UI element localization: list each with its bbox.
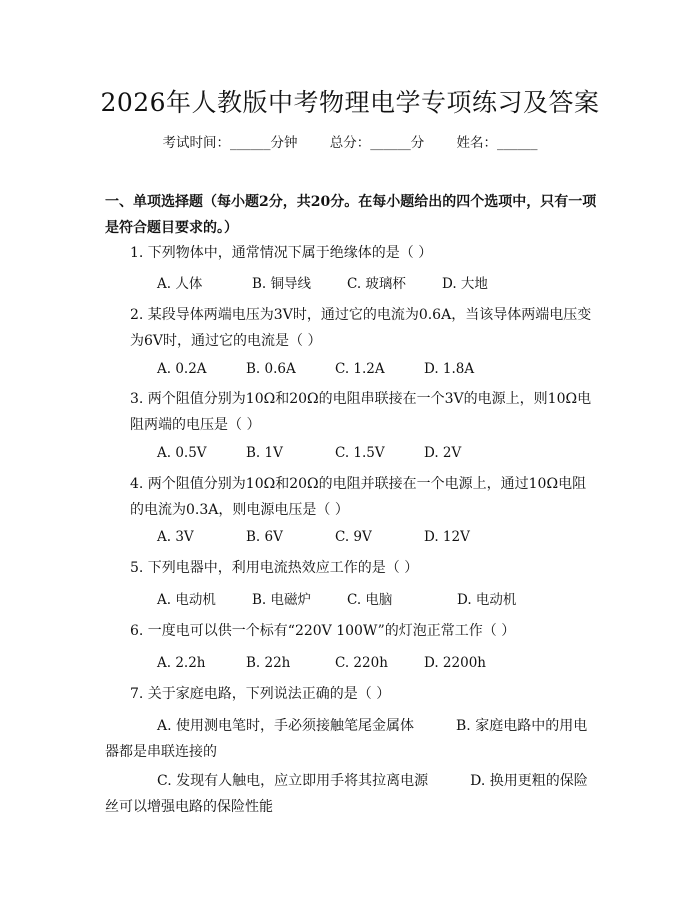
option-c: C. 电脑 [347,592,393,608]
question-6-options [157,652,486,674]
question-5-options [157,589,516,611]
option-d: D. 2200h [424,655,486,671]
question-4-options [157,526,470,548]
option-a: A. 电动机 [157,592,216,608]
option-c: C. 玻璃杯 [347,276,406,292]
exam-time-field: 考试时间：______分钟 [162,135,298,151]
question-stem: 7. 关于家庭电路，下列说法正确的是（ ） [130,686,391,702]
exam-meta [0,131,700,151]
question-stem: 2. 某段导体两端电压为3V时，通过它的电流为0.6A，当该导体两端电压变为6V时，通过它的电流是（ ） [130,307,592,349]
question-2 [105,302,600,354]
question-7-options-ab: A. 使用测电笔时，手必须接触笔尾金属体 B. 家庭电路中的用电器都是串联连接的 [105,718,588,760]
option-d: D. 大地 [442,276,488,292]
option-b: B. 0.6A [246,361,296,377]
option-d: D. 1.8A [424,361,475,377]
question-6 [105,618,600,644]
question-stem: 4. 两个阻值分别为10Ω和20Ω的电阻并联接在一个电源上，通过10Ω电阻的电流为0.3A，则电源电压是（ ） [130,476,587,518]
question-7-options-cd: C. 发现有人触电，应立即用手将其拉离电源 D. 换用更粗的保险丝可以增强电路的保险性能 [105,773,588,815]
option-b: B. 铜导线 [252,276,312,292]
option-d: D. 12V [424,529,470,545]
option-a: A. 0.5V [157,445,207,461]
question-stem: 6. 一度电可以供一个标有“220V 100W”的灯泡正常工作（ ） [130,623,516,639]
page-title: 2026年人教版中考物理电学专项练习及答案 [100,88,600,117]
option-b: B. 6V [246,529,283,545]
question-stem: 1. 下列物体中，通常情况下属于绝缘体的是（ ） [130,245,433,261]
question-3 [105,386,600,438]
option-b: B. 电磁炉 [252,592,312,608]
question-1 [105,240,600,266]
option-d: D. 2V [424,445,462,461]
option-c: C. 220h [335,655,388,671]
option-a: A. 0.2A [157,361,207,377]
question-stem: 5. 下列电器中，利用电流热效应工作的是（ ） [130,560,419,576]
question-2-options [157,358,474,380]
question-7 [105,681,600,707]
option-a: A. 2.2h [157,655,206,671]
question-stem: 3. 两个阻值分别为10Ω和20Ω的电阻串联接在一个3V的电源上，则10Ω电阻两端的电压是（ ） [130,391,592,433]
option-c: C. 9V [335,529,372,545]
question-1-options [157,273,488,295]
question-5 [105,555,600,581]
option-a: A. 人体 [157,276,203,292]
student-name-field: 姓名：______ [456,135,538,151]
option-c: C. 1.5V [335,445,385,461]
option-a: A. 3V [157,529,194,545]
total-score-field: 总分：______分 [329,135,425,151]
question-4 [105,471,600,523]
section-heading: 一、单项选择题（每小题2分，共20分。在每小题给出的四个选项中，只有一项是符合题目要求的。） [105,194,597,236]
option-b: B. 22h [246,655,291,671]
option-d: D. 电动机 [457,592,517,608]
option-b: B. 1V [246,445,283,461]
option-c: C. 1.2A [335,361,385,377]
question-3-options [157,442,461,464]
